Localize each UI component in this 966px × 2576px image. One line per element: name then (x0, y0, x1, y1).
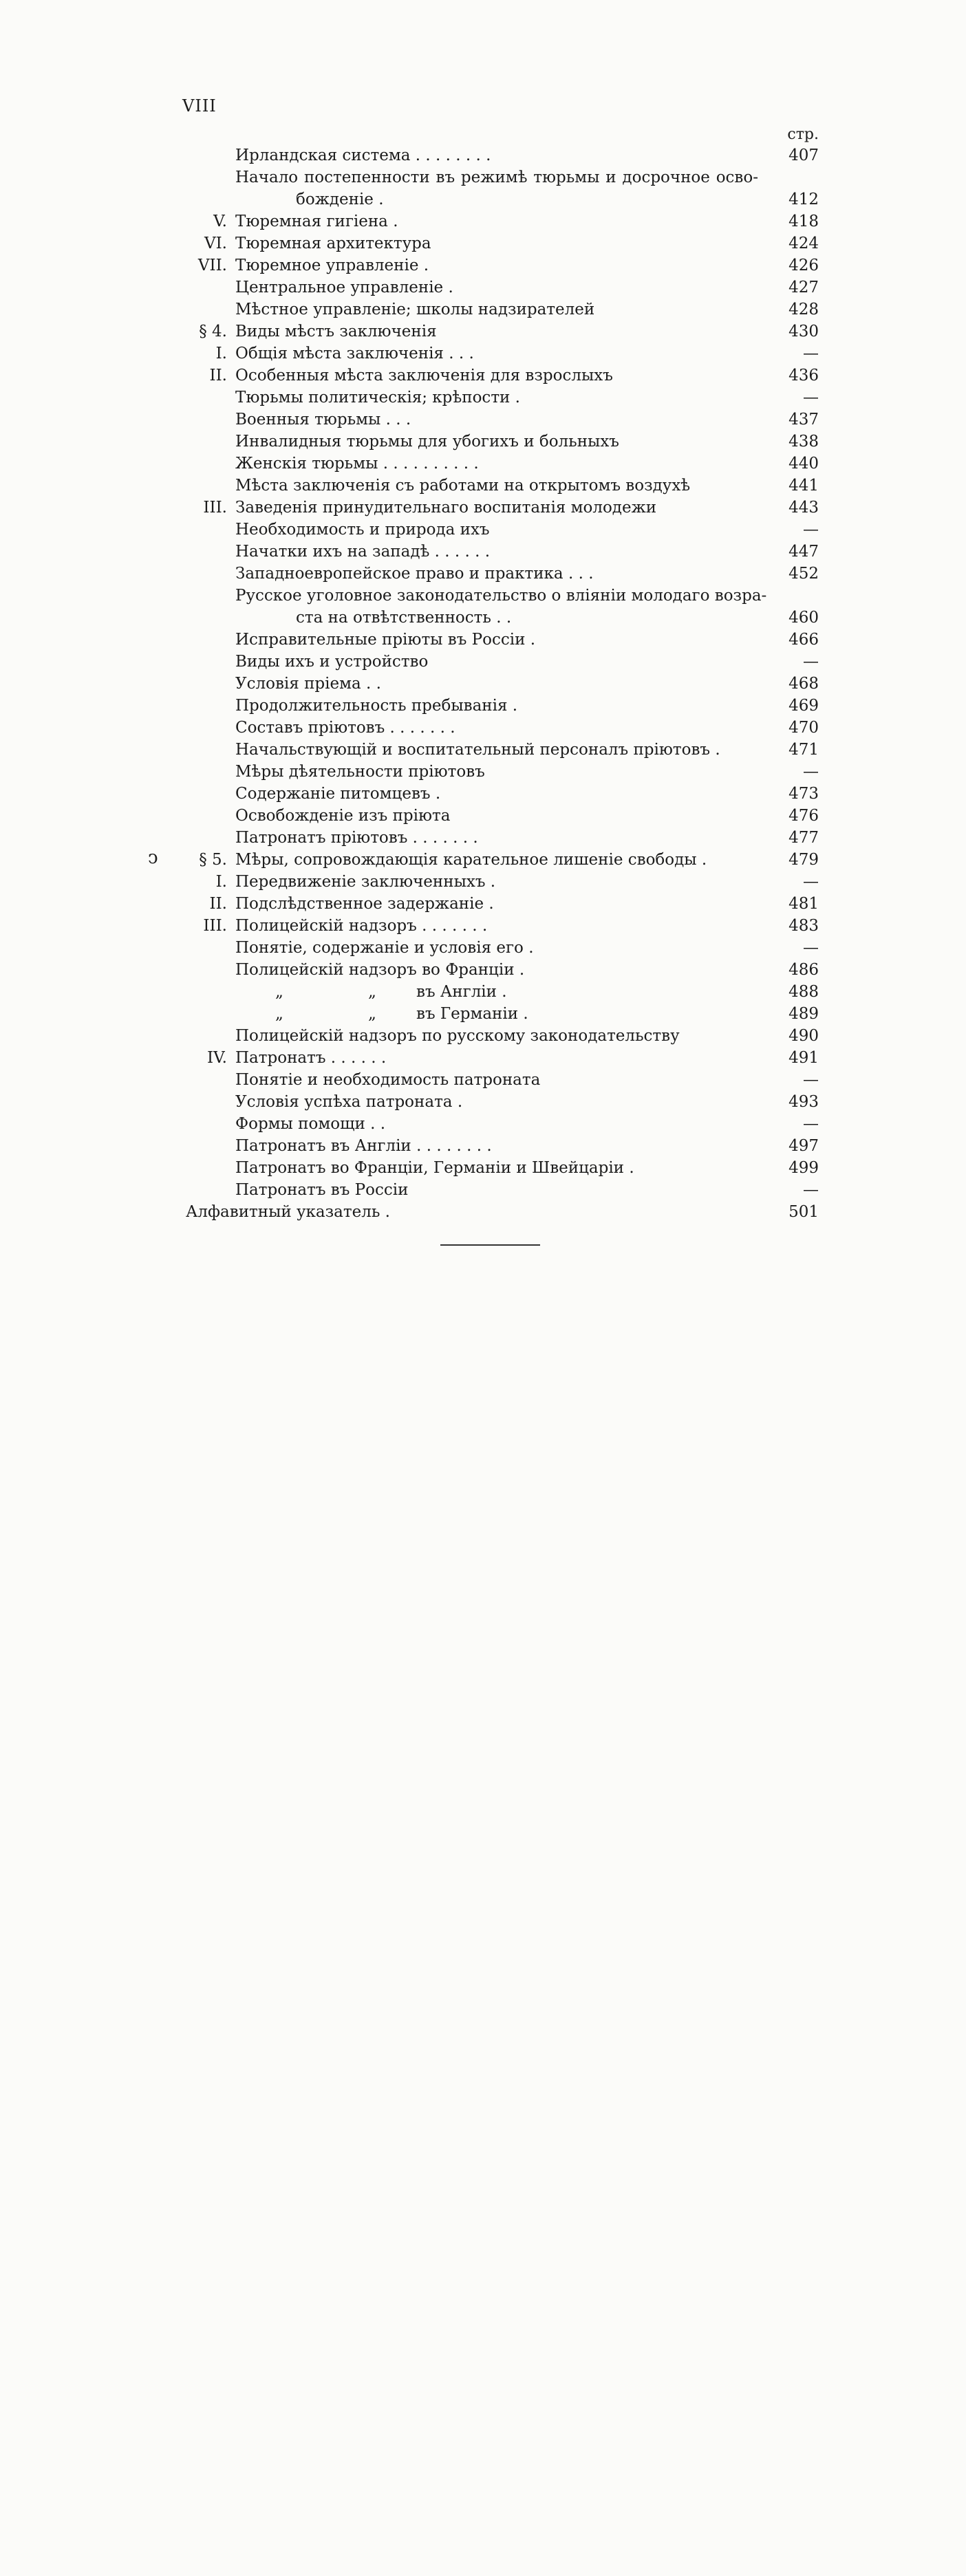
toc-entry (0, 1047, 966, 1069)
toc-entry-page: — (803, 873, 819, 891)
toc-entry-title: Патронатъ въ Англіи . . . . . . . . (235, 1137, 492, 1155)
toc-entry-title: Формы помощи . . (235, 1115, 386, 1133)
toc-entry-title: Начальствующій и воспитательный персоналъ пріютовъ . (235, 741, 720, 759)
toc-entry-title: Женскія тюрьмы . . . . . . . . . . (235, 455, 479, 473)
toc-entry-page: 437 (788, 411, 819, 429)
toc-entry (0, 893, 966, 915)
toc-entry (0, 607, 966, 629)
toc-entry-title: Патронатъ пріютовъ . . . . . . . (235, 829, 478, 847)
toc-entry (0, 1157, 966, 1179)
toc-entry (0, 959, 966, 981)
toc-entry-title: Необходимость и природа ихъ (235, 521, 490, 539)
toc-entry (0, 497, 966, 519)
toc-entry (0, 981, 966, 1003)
toc-entry (0, 387, 966, 409)
toc-entry-page: 470 (788, 719, 819, 737)
toc-entry-page: 412 (788, 191, 819, 208)
toc-entry-title: ста на отвѣтственность . . (296, 609, 512, 627)
toc-entry (0, 144, 966, 166)
toc-entry-title: Понятіе, содержаніе и условія его . (235, 939, 534, 957)
toc-entry-page: 424 (788, 235, 819, 252)
toc-entry (0, 299, 966, 321)
toc-entry-page: — (803, 389, 819, 407)
toc-entry (0, 1201, 966, 1223)
toc-entry-page: 501 (788, 1203, 819, 1221)
toc-entry-title: Содержаніе питомцевъ . (235, 785, 441, 803)
toc-entry-page: — (803, 1115, 819, 1133)
toc-entry-page: 488 (788, 983, 819, 1001)
toc-entry (0, 1069, 966, 1091)
toc-entry-page: — (803, 653, 819, 671)
toc-entry-page: — (803, 521, 819, 539)
toc-entry-title: въ Германіи . (416, 1005, 528, 1023)
toc-entry-title: Инвалидныя тюрьмы для убогихъ и больныхъ (235, 433, 619, 451)
ditto-mark: „ (275, 1005, 283, 1023)
toc-entry (0, 871, 966, 893)
toc-entry-number: II. (209, 367, 227, 385)
toc-entry-title: Центральное управленіе . (235, 279, 453, 296)
toc-entry (0, 541, 966, 563)
toc-entry (0, 519, 966, 541)
toc-entry (0, 321, 966, 343)
toc-entry-title: Полицейскій надзоръ по русскому законодательству (235, 1027, 680, 1045)
toc-entry-title: Тюремная гигіена . (235, 213, 398, 230)
toc-entry (0, 717, 966, 739)
toc-entry (0, 1091, 966, 1113)
toc-entry-title: Начало постепенности въ режимѣ тюрьмы и досрочное осво- (235, 169, 758, 186)
toc-entry (0, 739, 966, 761)
toc-entry-page: 443 (788, 499, 819, 517)
toc-entry (0, 1179, 966, 1201)
toc-entry-page: — (803, 345, 819, 362)
toc-entry-page: 471 (788, 741, 819, 759)
toc-entry-page: 497 (788, 1137, 819, 1155)
toc-entry-title: Тюрьмы политическія; крѣпости . (235, 389, 520, 407)
ditto-mark: „ (275, 983, 283, 1001)
toc-entry-page: 452 (788, 565, 819, 583)
toc-entry (0, 1135, 966, 1157)
toc-entry-title: Виды мѣстъ заключенія (235, 323, 437, 340)
toc-entry-number: IV. (207, 1049, 227, 1067)
ditto-mark: „ (368, 1005, 376, 1023)
toc-entry-title: въ Англіи . (416, 983, 507, 1001)
toc-entry (0, 585, 966, 607)
toc-entry-title: Патронатъ въ Россіи (235, 1181, 409, 1199)
toc-entry-page: 499 (788, 1159, 819, 1177)
toc-entry (0, 1025, 966, 1047)
toc-entry (0, 453, 966, 475)
toc-entry-page: 469 (788, 697, 819, 715)
table-of-contents (0, 144, 966, 1223)
toc-entry-title: Военныя тюрьмы . . . (235, 411, 411, 429)
toc-entry-title: Начатки ихъ на западѣ . . . . . . (235, 543, 491, 561)
toc-entry-number: V. (213, 213, 227, 230)
toc-entry-page: 479 (788, 851, 819, 869)
toc-entry-title: Ирландская система . . . . . . . . (235, 147, 491, 164)
toc-entry (0, 629, 966, 651)
toc-entry-title: Виды ихъ и устройство (235, 653, 429, 671)
toc-entry-title: Западноевропейское право и практика . . . (235, 565, 594, 583)
toc-entry-number: VI. (204, 235, 227, 252)
toc-entry (0, 915, 966, 937)
toc-entry-title: Русское уголовное законодательство о вліяніи молодаго возра- (235, 587, 767, 605)
toc-entry-title: Тюремное управленіе . (235, 257, 429, 274)
toc-entry-page: 407 (788, 147, 819, 164)
toc-entry (0, 475, 966, 497)
toc-entry-page: — (803, 1181, 819, 1199)
toc-entry-number: III. (203, 917, 227, 935)
toc-entry-page: 440 (788, 455, 819, 473)
toc-entry-page: 493 (788, 1093, 819, 1111)
toc-entry-number: § 4. (199, 323, 227, 340)
toc-entry-title: Понятіе и необходимость патроната (235, 1071, 541, 1089)
toc-entry (0, 1113, 966, 1135)
toc-entry-title: Общія мѣста заключенія . . . (235, 345, 474, 362)
toc-entry (0, 188, 966, 210)
toc-entry-page: — (803, 939, 819, 957)
toc-entry (0, 673, 966, 695)
ditto-mark: „ (368, 983, 376, 1001)
closing-rule (440, 1244, 540, 1246)
toc-entry (0, 805, 966, 827)
toc-entry-number: II. (209, 895, 227, 913)
toc-entry-page: 426 (788, 257, 819, 274)
toc-entry-title: Передвиженіе заключенныхъ . (235, 873, 496, 891)
toc-entry (0, 431, 966, 453)
toc-entry (0, 651, 966, 673)
toc-entry-title: Заведенія принудительнаго воспитанія молодежи (235, 499, 657, 517)
toc-entry-title: Мѣстное управленіе; школы надзирателей (235, 301, 595, 318)
toc-entry-page: 428 (788, 301, 819, 318)
toc-entry-page: 486 (788, 961, 819, 979)
toc-entry (0, 1003, 966, 1025)
toc-entry-page: 477 (788, 829, 819, 847)
toc-entry-page: 466 (788, 631, 819, 649)
toc-entry-page: 491 (788, 1049, 819, 1067)
toc-entry-page: — (803, 763, 819, 781)
toc-entry-title: Исправительные пріюты въ Россіи . (235, 631, 536, 649)
toc-entry-page: 476 (788, 807, 819, 825)
toc-entry-page: — (803, 1071, 819, 1089)
toc-entry-title: Подслѣдственное задержаніе . (235, 895, 494, 913)
toc-entry-title: Мѣры, сопровождающія карательное лишеніе свободы . (235, 851, 707, 869)
toc-entry (0, 937, 966, 959)
toc-entry (0, 232, 966, 255)
toc-entry-page: 483 (788, 917, 819, 935)
toc-entry (0, 849, 966, 871)
toc-entry-title: Патронатъ . . . . . . (235, 1049, 387, 1067)
toc-entry-page: 436 (788, 367, 819, 385)
toc-entry-title: божденіе . (296, 191, 384, 208)
toc-entry-page: 418 (788, 213, 819, 230)
toc-entry-title: Условія успѣха патроната . (235, 1093, 463, 1111)
toc-entry-page: 438 (788, 433, 819, 451)
toc-entry-title: Алфавитный указатель . (186, 1203, 390, 1221)
toc-entry-page: 427 (788, 279, 819, 296)
toc-entry-title: Тюремная архитектура (235, 235, 431, 252)
toc-entry (0, 210, 966, 232)
toc-entry (0, 695, 966, 717)
toc-entry (0, 563, 966, 585)
toc-entry-page: 468 (788, 675, 819, 693)
toc-entry-title: Мѣры дѣятельности пріютовъ (235, 763, 485, 781)
toc-entry-number: I. (215, 345, 227, 362)
toc-entry-title: Условія пріема . . (235, 675, 381, 693)
toc-entry-title: Мѣста заключенія съ работами на открытомъ воздухѣ (235, 477, 691, 495)
toc-entry-number: VII. (197, 257, 227, 274)
toc-entry (0, 255, 966, 277)
margin-mark: ↄ (148, 847, 158, 868)
toc-entry-page: 430 (788, 323, 819, 340)
toc-entry-number: I. (215, 873, 227, 891)
toc-entry (0, 409, 966, 431)
toc-entry-title: Освобожденіе изъ пріюта (235, 807, 451, 825)
page-column-label: стр. (787, 126, 819, 143)
toc-entry (0, 277, 966, 299)
toc-entry-title: Составъ пріютовъ . . . . . . . (235, 719, 455, 737)
toc-entry-page: 489 (788, 1005, 819, 1023)
toc-entry-number: III. (203, 499, 227, 517)
toc-entry-page: 490 (788, 1027, 819, 1045)
toc-entry-page: 441 (788, 477, 819, 495)
toc-entry (0, 365, 966, 387)
toc-entry (0, 343, 966, 365)
toc-entry-page: 473 (788, 785, 819, 803)
toc-entry-title: Особенныя мѣста заключенія для взрослыхъ (235, 367, 613, 385)
toc-entry-title: Продолжительность пребыванія . (235, 697, 518, 715)
toc-entry-number: § 5. (199, 851, 227, 869)
toc-entry (0, 166, 966, 188)
toc-entry-page: 481 (788, 895, 819, 913)
toc-entry-title: Полицейскій надзоръ . . . . . . . (235, 917, 488, 935)
toc-entry-title: Патронатъ во Франціи, Германіи и Швейцаріи . (235, 1159, 634, 1177)
toc-entry (0, 827, 966, 849)
page-number: VIII (182, 96, 217, 116)
toc-entry (0, 761, 966, 783)
toc-entry (0, 783, 966, 805)
toc-entry-page: 460 (788, 609, 819, 627)
toc-entry-title: Полицейскій надзоръ во Франціи . (235, 961, 525, 979)
toc-entry-page: 447 (788, 543, 819, 561)
